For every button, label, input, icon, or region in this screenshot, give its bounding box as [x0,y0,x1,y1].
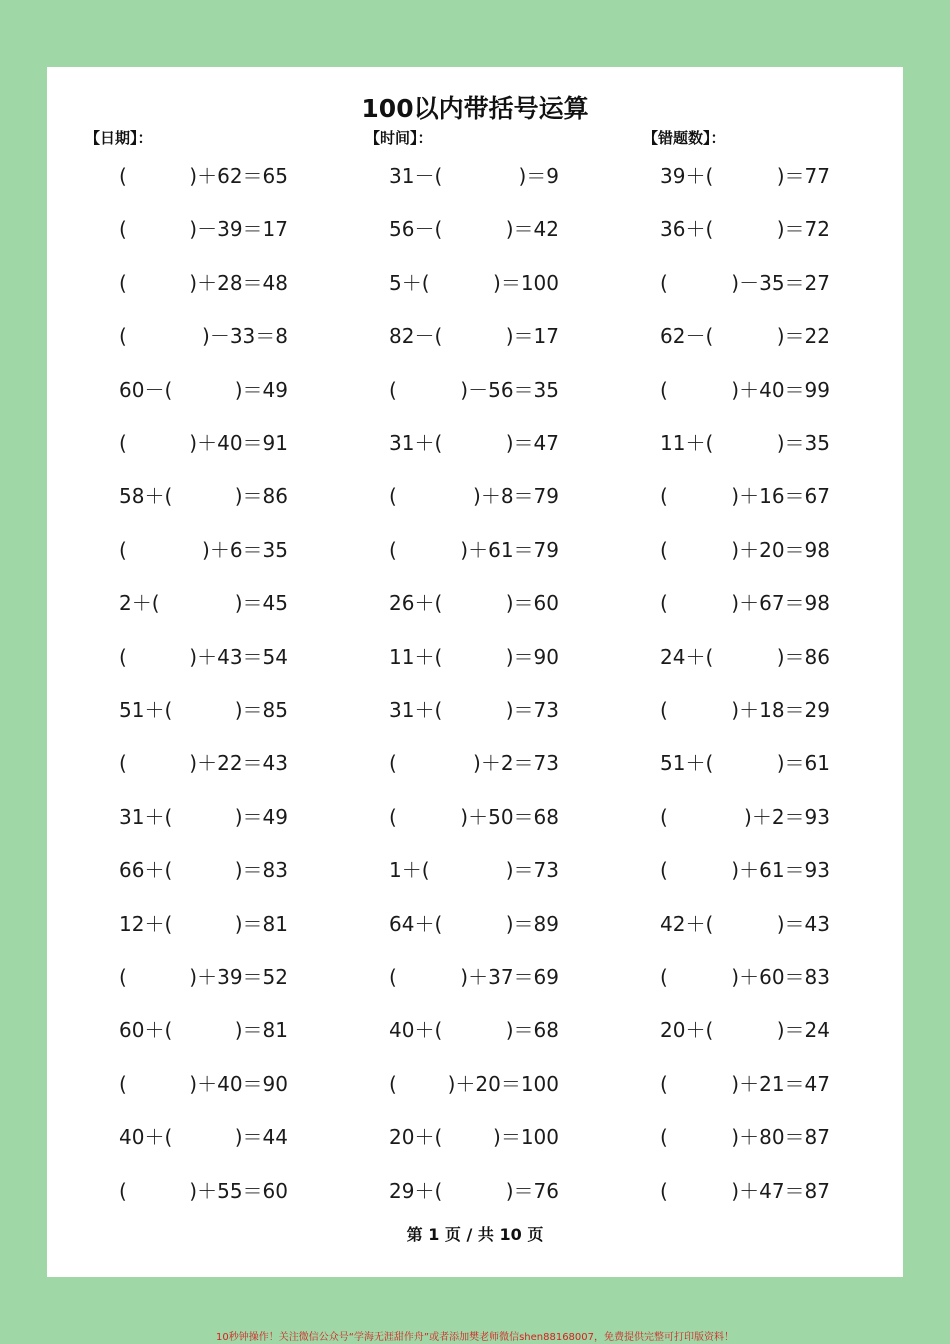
equation-right-part: )＝49 [234,804,288,829]
equation-right-part: )＋60＝83 [731,965,830,989]
equation-left-part: ( [119,217,127,242]
equation-right-part: )－35＝27 [731,270,830,295]
equation-item [660,321,830,351]
equation-right-part: )＋22＝43 [189,751,288,776]
equation-left-part: ( [119,164,127,188]
equation-item [119,642,288,672]
equation-item [119,1069,288,1099]
equation-item [389,1069,559,1099]
equation-right-part: )＝72 [776,217,830,242]
equation-left-part: 40＋( [389,1018,443,1043]
equation-right-part: )＋40＝91 [189,431,288,455]
equation-left-part: ( [660,858,668,883]
equation-item [119,1122,288,1152]
equation-left-part: ( [389,377,397,402]
equation-right-part: )＝22 [776,324,830,349]
equation-right-part: )＋80＝87 [731,1125,830,1150]
equation-item [389,642,559,672]
equation-item [660,909,830,939]
equation-left-part: 62－( [660,324,714,349]
equation-item [119,695,288,725]
equation-item [660,855,830,885]
equation-item [389,428,559,458]
equation-left-part: ( [119,324,127,349]
equation-item [389,268,559,298]
equation-right-part: )＋47＝87 [731,1178,830,1203]
equation-item [119,214,288,244]
equation-left-part: ( [660,1125,668,1150]
equation-item [389,481,559,511]
equation-right-part: )＋61＝79 [460,537,559,562]
equation-left-part: 24＋( [660,644,714,669]
equation-left-part: 60－( [119,377,173,402]
equation-item [389,909,559,939]
equation-right-part: )＝35 [776,431,830,455]
equation-right-part: )＋40＝90 [189,1071,288,1096]
equation-right-part: )＋6＝35 [202,537,288,562]
equation-right-part: )＋28＝48 [189,270,288,295]
equation-right-part: )＋50＝68 [460,804,559,829]
equation-item [119,161,288,191]
equation-right-part: )＝17 [505,324,559,349]
equation-left-part: ( [119,751,127,776]
equation-item [660,1015,830,1045]
equation-right-part: )＋43＝54 [189,644,288,669]
equation-left-part: 82－( [389,324,443,349]
equation-item [389,695,559,725]
equation-item [389,802,559,832]
equation-item [389,1015,559,1045]
equation-left-part: 1＋( [389,858,430,883]
equation-left-part: 31－( [389,164,443,188]
equation-left-part: 36＋( [660,217,714,242]
equation-left-part: ( [389,804,397,829]
equation-item [660,962,830,992]
equation-right-part: )＝73 [505,698,559,722]
equation-item [389,1122,559,1152]
date-label: 【日期】： [85,129,153,147]
equation-item [660,535,830,565]
equation-right-part: )－33＝8 [202,324,288,349]
page-number: 第 1 页 / 共 10 页 [406,1225,544,1244]
equation-left-part: 11＋( [389,644,443,669]
promo-note: 10秒钟操作！关注微信公众号“学海无涯甜作舟”或者添加樊老师微信shen88168007，免费提供完整可打印版资料！ [215,1332,735,1343]
equation-right-part: )＝76 [505,1178,559,1203]
equation-right-part: )＋55＝60 [189,1178,288,1203]
equation-item [660,214,830,244]
equation-item [389,1176,559,1206]
equation-left-part: ( [389,537,397,562]
equation-left-part: 5＋( [389,270,430,295]
equation-right-part: )＝49 [234,377,288,402]
equation-left-part: 40＋( [119,1125,173,1150]
equation-left-part: ( [119,1071,127,1096]
equation-right-part: )＝60 [505,591,559,616]
equation-right-part: )＋21＝47 [731,1071,830,1096]
equation-right-part: )＝24 [776,1018,830,1043]
equation-right-part: )＝81 [234,1018,288,1043]
equation-right-part: )＋62＝65 [189,164,288,188]
equation-left-part: 39＋( [660,164,714,188]
equation-item [119,535,288,565]
equation-item [660,375,830,405]
equation-right-part: )＋20＝98 [731,537,830,562]
equation-right-part: )＋39＝52 [189,965,288,989]
equation-right-part: )＝73 [505,858,559,883]
equation-right-part: )＝81 [234,911,288,936]
equation-item [660,1069,830,1099]
equation-item [119,428,288,458]
equation-left-part: 58＋( [119,484,173,509]
equation-left-part: ( [660,270,668,295]
equation-left-part: ( [660,1178,668,1203]
equation-left-part: 51＋( [660,751,714,776]
equation-left-part: 60＋( [119,1018,173,1043]
equation-left-part: ( [119,965,127,989]
equation-item [389,535,559,565]
equation-right-part: )＝89 [505,911,559,936]
equation-item [119,375,288,405]
equation-item [389,855,559,885]
equation-item [660,588,830,618]
equation-left-part: ( [660,591,668,616]
equation-right-part: )＝86 [776,644,830,669]
equation-right-part: )＝100 [493,1125,559,1150]
equation-item [119,909,288,939]
equation-item [660,428,830,458]
equation-left-part: 56－( [389,217,443,242]
equation-item [119,748,288,778]
equation-right-part: )＝85 [234,698,288,722]
equation-right-part: )＋40＝99 [731,377,830,402]
equation-left-part: 31＋( [389,431,443,455]
equation-left-part: ( [389,965,397,989]
equation-left-part: 26＋( [389,591,443,616]
equation-right-part: )＝68 [505,1018,559,1043]
equation-right-part: )＝45 [234,591,288,616]
equation-item [660,1176,830,1206]
equation-left-part: ( [119,537,127,562]
equation-left-part: 29＋( [389,1178,443,1203]
equation-item [119,588,288,618]
equation-left-part: ( [389,1071,397,1096]
equation-right-part: )＝42 [505,217,559,242]
equation-right-part: )＝43 [776,911,830,936]
time-label: 【时间】： [365,129,433,147]
equation-right-part: )＝83 [234,858,288,883]
equation-item [119,962,288,992]
equation-item [119,1176,288,1206]
equation-left-part: 20＋( [660,1018,714,1043]
equation-left-part: ( [660,804,668,829]
equation-item [389,588,559,618]
equation-item [389,748,559,778]
equation-item [660,1122,830,1152]
equation-right-part: )＋67＝98 [731,591,830,616]
equation-left-part: 64＋( [389,911,443,936]
equation-right-part: )＝86 [234,484,288,509]
equation-right-part: )＋8＝79 [473,484,559,509]
equation-left-part: ( [119,270,127,295]
equation-left-part: ( [660,1071,668,1096]
equation-right-part: )－56＝35 [460,377,559,402]
worksheet [47,67,903,1277]
equation-left-part: 11＋( [660,431,714,455]
equation-right-part: )＝44 [234,1125,288,1150]
equation-left-part: 12＋( [119,911,173,936]
equation-item [660,161,830,191]
equation-left-part: ( [660,965,668,989]
equation-right-part: )＋61＝93 [731,858,830,883]
equation-right-part: )＋18＝29 [731,698,830,722]
equation-left-part: ( [119,431,127,455]
equation-item [660,268,830,298]
equation-right-part: )－39＝17 [189,217,288,242]
equation-item [119,802,288,832]
equation-item [660,695,830,725]
equation-right-part: )＋20＝100 [447,1071,559,1096]
equation-item [389,962,559,992]
equation-left-part: ( [660,698,668,722]
equation-left-part: 42＋( [660,911,714,936]
equation-left-part: 2＋( [119,591,160,616]
equation-left-part: 66＋( [119,858,173,883]
equation-right-part: )＋37＝69 [460,965,559,989]
equation-left-part: ( [119,644,127,669]
equation-right-part: )＝47 [505,431,559,455]
equation-right-part: )＋2＝93 [744,804,830,829]
equation-left-part: ( [389,484,397,509]
equation-right-part: )＝61 [776,751,830,776]
equation-left-part: 31＋( [389,698,443,722]
equation-item [660,748,830,778]
equation-left-part: ( [389,751,397,776]
equation-item [119,321,288,351]
equation-item [119,268,288,298]
page-title: 100以内带括号运算 [361,94,589,123]
equation-item [119,1015,288,1045]
equation-left-part: ( [660,484,668,509]
equation-item [119,481,288,511]
equation-item [660,642,830,672]
equation-left-part: 51＋( [119,698,173,722]
equation-item [119,855,288,885]
equation-right-part: )＋2＝73 [473,751,559,776]
equation-item [660,802,830,832]
equation-right-part: )＝77 [776,164,830,188]
equation-item [660,481,830,511]
equation-left-part: ( [660,377,668,402]
equation-right-part: )＋16＝67 [731,484,830,509]
equation-item [389,375,559,405]
equation-right-part: )＝100 [493,270,559,295]
equation-left-part: ( [660,537,668,562]
error-count-label: 【错题数】： [643,129,726,147]
equation-left-part: ( [119,1178,127,1203]
equation-item [389,321,559,351]
equation-right-part: )＝90 [505,644,559,669]
equation-left-part: 31＋( [119,804,173,829]
equation-left-part: 20＋( [389,1125,443,1150]
equation-right-part: )＝9 [518,164,559,188]
equation-item [389,214,559,244]
equation-item [389,161,559,191]
